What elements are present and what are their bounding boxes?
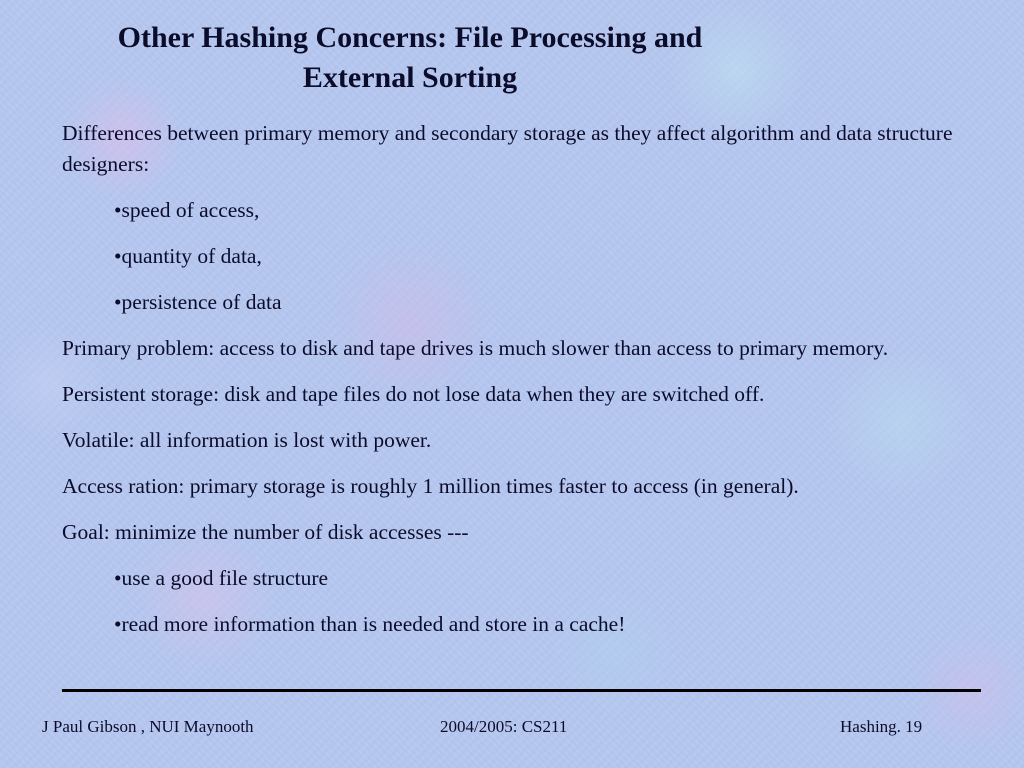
slide-body — [62, 118, 972, 655]
bullet-item: •use a good file structure — [114, 565, 329, 590]
bullet-item: •read more information than is needed and store in a cache! — [114, 611, 626, 636]
footer-divider — [62, 689, 981, 692]
body-paragraph: Goal: minimize the number of disk accesses --- — [62, 519, 469, 544]
bullet-item: •persistence of data — [114, 289, 282, 314]
slide-title-line-2: External Sorting — [302, 61, 518, 94]
bullet-item: •quantity of data, — [114, 243, 262, 268]
body-paragraph: Volatile: all information is lost with power. — [62, 427, 432, 452]
body-paragraph: Persistent storage: disk and tape files do not lose data when they are switched off. — [62, 381, 765, 406]
body-paragraph: Access ration: primary storage is roughly 1 million times faster to access (in general). — [62, 473, 799, 498]
bullet-item: •speed of access, — [114, 197, 260, 222]
body-paragraph: Primary problem: access to disk and tape drives is much slower than access to primary memory. — [62, 335, 889, 360]
body-paragraph: Differences between primary memory and secondary storage as they affect algorithm and data structure designers: — [62, 121, 953, 176]
slide-title — [60, 18, 760, 98]
footer-slide-number: Hashing. 19 — [840, 717, 923, 736]
footer-author: J Paul Gibson , NUI Maynooth — [42, 717, 254, 736]
slide-title-line-1: Other Hashing Concerns: File Processing and — [117, 21, 703, 54]
footer-course: 2004/2005: CS211 — [440, 717, 568, 736]
